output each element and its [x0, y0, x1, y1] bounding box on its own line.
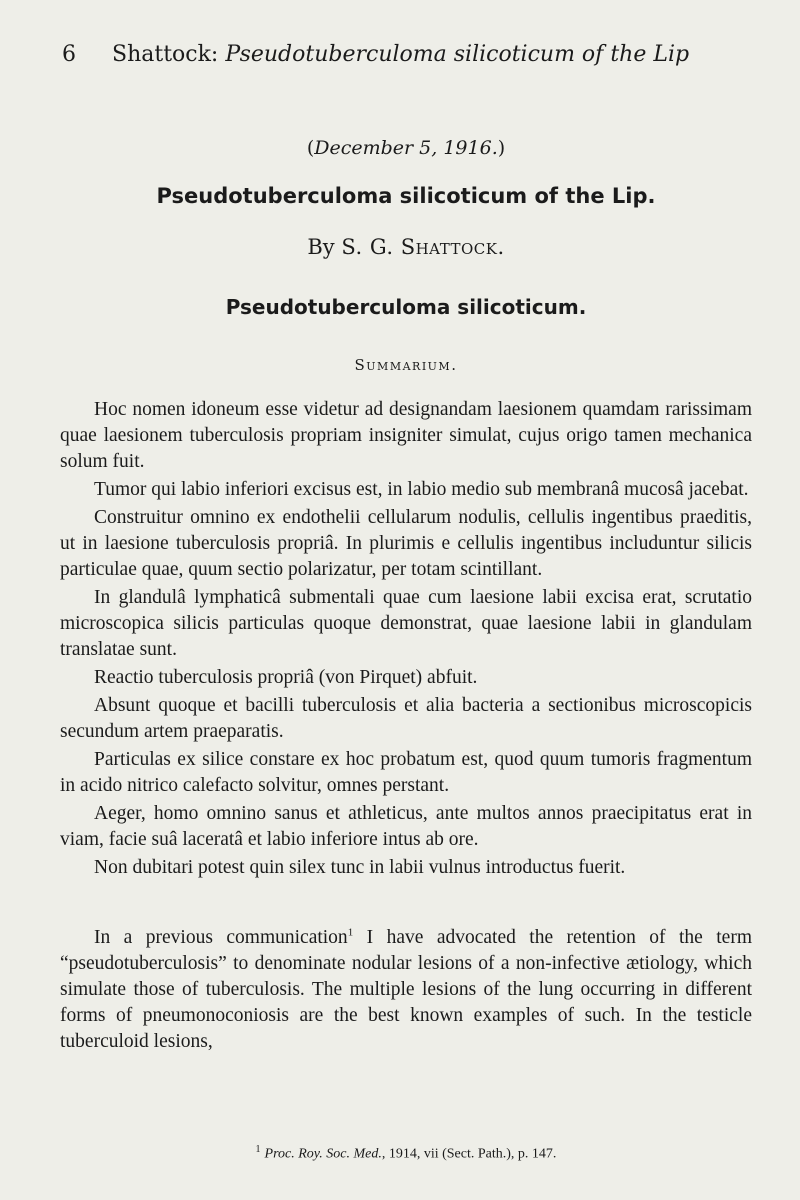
- meeting-date-text: December 5, 1916.: [314, 137, 498, 159]
- footnote-mark: 1: [255, 1144, 261, 1155]
- summary-paragraph: Construitur omnino ex endothelii cellularum nodulis, cellulis ingentibus praeditis, ut in laesione tuberculosis propriâ. In plurimis e cellulis ingentibus includuntur silicis particulae quae, quum sectio polarizatur, per totam scintillant.: [60, 507, 752, 580]
- byline: [60, 235, 752, 259]
- running-title: Pseudotuberculoma silicoticum of the Lip: [225, 42, 690, 67]
- summary-heading: Summarium.: [354, 356, 458, 374]
- summary-paragraph: Non dubitari potest quin silex tunc in labii vulnus introductus fuerit.: [94, 857, 626, 878]
- summary-paragraph: In glandulâ lymphaticâ submentali quae cum laesione labii excisa erat, scrutatio microscopica silicis particulas quoque demonstrat, quae laesione labii in glandulam translatae sunt.: [60, 587, 752, 660]
- footnote-journal: Proc. Roy. Soc. Med.: [264, 1146, 382, 1162]
- section-subtitle: Pseudotuberculoma silicoticum.: [225, 295, 587, 319]
- article-title: Pseudotuberculoma silicoticum of the Lip.: [156, 184, 656, 208]
- running-author: Shattock:: [112, 42, 219, 67]
- summary-paragraph: Hoc nomen idoneum esse videtur ad designandam laesionem quamdam rarissimam quae laesionem tuberculosis propriam insigniter simulat, cujus origo tamen mechanica solum fuit.: [60, 399, 752, 472]
- author-name: S. G. Shattock.: [341, 235, 505, 259]
- article-body: [60, 397, 752, 1057]
- summary-paragraph: Absunt quoque et bacilli tuberculosis et alia bacteria a sectionibus microscopicis secundum artem praeparatis.: [60, 695, 752, 742]
- byline-prefix: By: [307, 235, 335, 259]
- summary-paragraph: Particulas ex silice constare ex hoc probatum est, quod quum tumoris fragmentum in acido nitrico calefacto solvitur, omnes perstant.: [60, 749, 752, 796]
- meeting-date: (December 5, 1916.): [306, 137, 506, 159]
- main-paragraph-rest: I have advocated the retention of the term “pseudotuberculosis” to denominate nodular lesions of a non-infective ætiology, which simulate those of tuberculosis. The multiple lesions of the lung occurring in different forms of pneumonoconiosis are the best known examples of such. In the testicle tuberculoid lesions,: [60, 927, 752, 1052]
- summary-paragraph: Aeger, homo omnino sanus et athleticus, ante multos annos praecipitatus erat in viam, facie suâ laceratâ et labio inferiore intus ab ore.: [60, 803, 752, 850]
- summary-paragraph: Tumor qui labio inferiori excisus est, in labio medio sub membranâ mucosâ jacebat.: [94, 479, 749, 500]
- running-header: [62, 40, 702, 70]
- footnote: [60, 1144, 752, 1163]
- footnote-reference[interactable]: 1: [347, 926, 354, 939]
- summary-paragraph: Reactio tuberculosis propriâ (von Pirquet) abfuit.: [94, 667, 478, 688]
- page-number: 6: [62, 42, 76, 67]
- main-paragraph-start: In a previous communication: [94, 927, 348, 948]
- main-paragraph: [60, 925, 752, 1055]
- footnote-citation: , 1914, vii (Sect. Path.), p. 147.: [381, 1146, 557, 1162]
